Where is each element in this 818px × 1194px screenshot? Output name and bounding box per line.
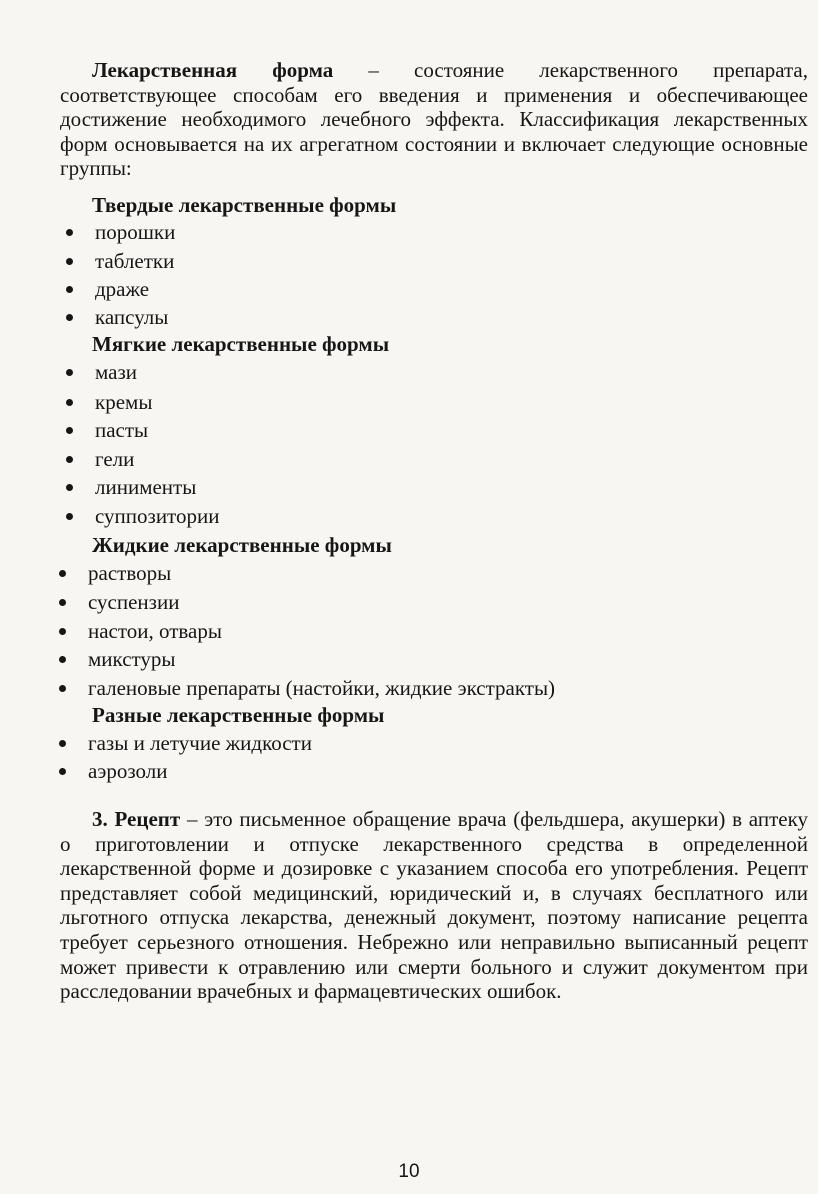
bullet-icon <box>66 286 73 293</box>
bullet-icon <box>59 628 66 635</box>
bullet-icon <box>59 656 66 663</box>
intro-term: Лекарственная форма <box>92 58 334 82</box>
group-title-soft: Мягкие лекарственные формы <box>92 332 390 356</box>
bullet-icon <box>66 484 73 491</box>
intro-paragraph <box>60 58 808 181</box>
bullet-icon <box>59 768 66 775</box>
bullet-icon <box>66 369 73 376</box>
bullet-icon <box>59 599 66 606</box>
bullet-icon <box>66 229 73 236</box>
bullet-icon <box>66 314 73 321</box>
page-number: 10 <box>398 1161 420 1182</box>
bullet-icon <box>66 513 73 520</box>
bullet-icon <box>59 570 66 577</box>
recipe-text: – это письменное обращение врача (фельдшера, акушерки) в аптеку о приготовлении и отпуске лекарственного средства в определенной лекарственной форме и дозировке с указанием способа его употребления. Рецепт представляет собой медицинский, юридический и, в случаях бесплатного или льготного отпуска лекарства, денежный документ, поэтому написание рецепта требует серьезного отношения. Небрежно или неправильно выписанный рецепт может привести к отравлению или смерти больного и служит документом при расследовании врачебных и фармацевтических ошибок. <box>60 807 808 1004</box>
bullet-icon <box>66 258 73 265</box>
recipe-term: 3. Рецепт <box>92 807 181 831</box>
bullet-icon <box>66 399 73 406</box>
group-title-liquid: Жидкие лекарственные формы <box>92 533 392 557</box>
recipe-paragraph <box>60 807 808 1004</box>
intro-text: – состояние лекарственного препарата, соответствующее способам его введения и применения и обеспечивающее достижение необходимого лечебного эффекта. Классификация лекарственных форм основывается на их агрегатном состоянии и включает следующие основные группы: <box>60 58 808 181</box>
bullet-icon <box>59 740 66 747</box>
bullet-icon <box>59 685 66 692</box>
group-title-other: Разные лекарственные формы <box>92 703 385 727</box>
document-page: Лекарственная форма – состояние лекарственного препарата, соответствующее способам его введения и применения и обеспечивающее достижение необходимого лечебного эффекта. Классификация лекарственных форм основывается на их агрегатном состоянии и включает следующие основные группы: Твердые лекарственные формы порошки таблетки драже капсулы Мягкие лекарственные формы мази кремы пасты гели линименты суппозитории Жидкие лекарственные формы растворы суспензии настои, отвары микстуры галеновые препараты (настойки, жидкие экстракты) Разные лекарственные формы газы и летучие жидкости аэрозоли 3. Рецепт – это письменное обращение врача (фельдшера, акушерки) в аптеку о приготовлении и отпуске лекарственного средства в определенной лекарственной форме и дозировке с указанием способа его употребления. Рецепт представляет собой медицинский, юридический и, в случаях бесплатного или льготного отпуска лекарства, денежный документ, поэтому написание рецепта требует серьезного отношения. Небрежно или неправильно выписанный рецепт может привести к отравлению или смерти больного и служит документом при расследовании врачебных и фармацевтических ошибок. 10 <box>0 0 818 1194</box>
group-title-solid: Твердые лекарственные формы <box>92 193 397 217</box>
bullet-icon <box>66 427 73 434</box>
bullet-icon <box>66 456 73 463</box>
